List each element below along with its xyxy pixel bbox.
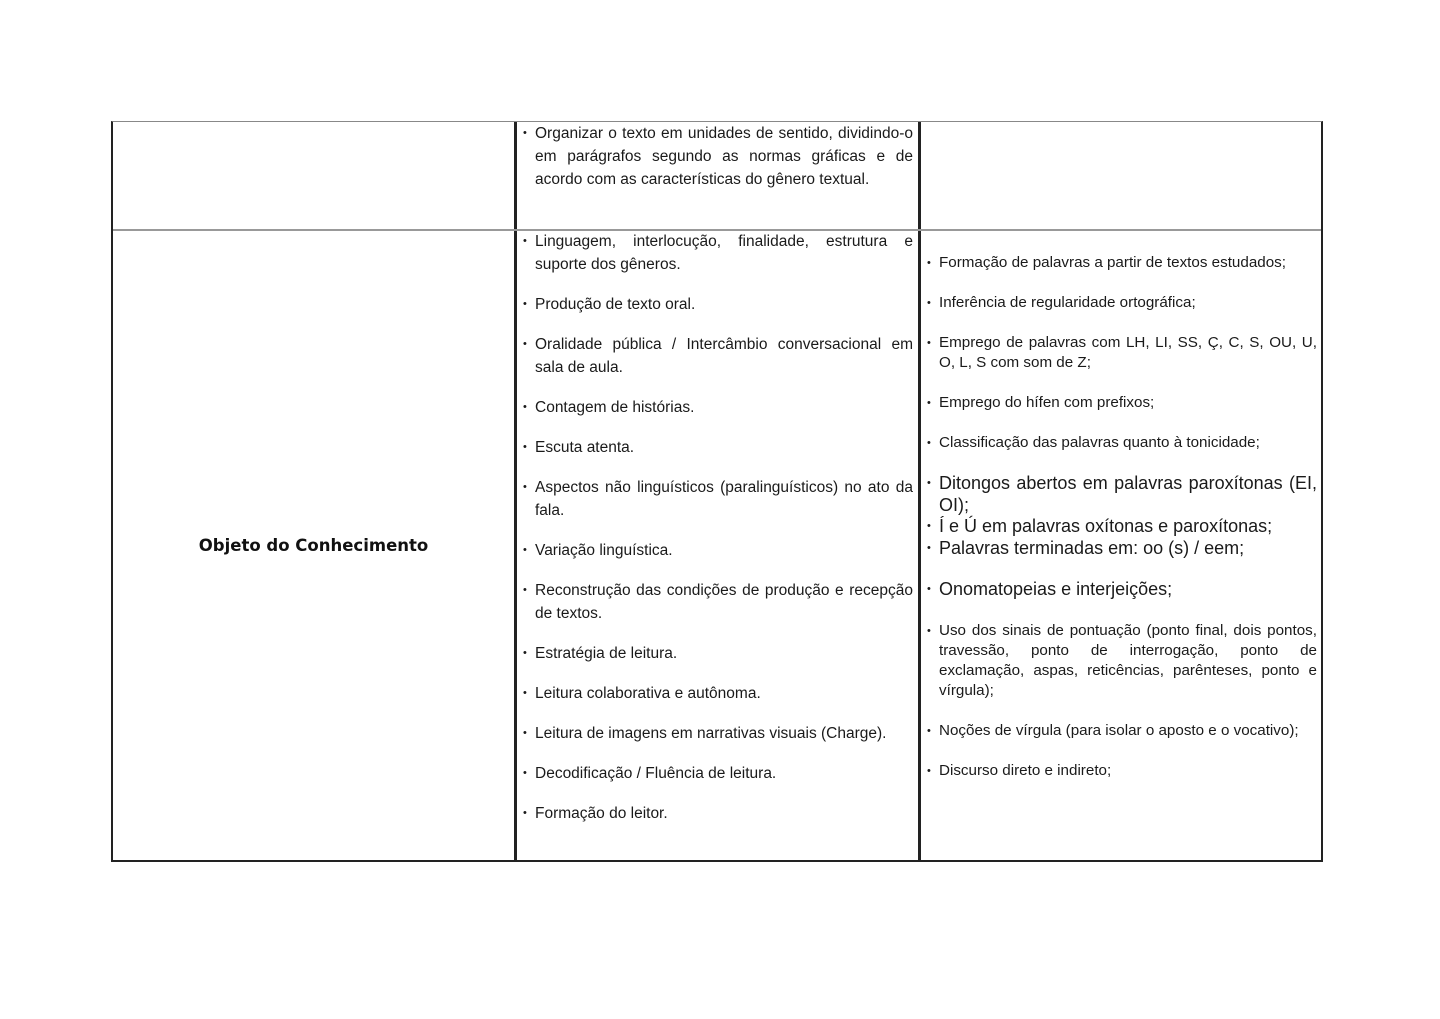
bullet-icon: • (927, 541, 931, 554)
bullet-icon: • (523, 687, 527, 699)
list-item (517, 642, 913, 665)
list-item-text: Estratégia de leitura. (535, 645, 678, 662)
bullet-icon: • (523, 807, 527, 819)
list-item (921, 473, 1317, 516)
bullet-icon: • (523, 401, 527, 413)
list-item (921, 579, 1317, 601)
bullet-icon: • (927, 297, 931, 309)
list-item (517, 579, 913, 625)
bullet-icon: • (523, 544, 527, 556)
list-item (921, 333, 1317, 373)
list-item-text: Emprego do hífen com prefixos; (939, 394, 1155, 411)
list-item-text: Leitura de imagens em narrativas visuais (Charge). (535, 725, 887, 742)
bullet-icon: • (523, 584, 527, 596)
list-item (921, 761, 1317, 781)
list-item (921, 433, 1317, 453)
row2-col3-cell (921, 253, 1317, 853)
list-item-text: Formação do leitor. (535, 805, 668, 822)
list-item (517, 293, 913, 316)
list-item-text: Í e Ú em palavras oxítonas e paroxítonas; (939, 516, 1273, 536)
list-item-text: Oralidade pública / Intercâmbio conversacional em sala de aula. (535, 336, 913, 376)
list-item-text: Linguagem, interlocução, finalidade, estrutura e suporte dos gêneros. (535, 233, 913, 273)
bullet-icon: • (927, 520, 931, 532)
list-item (517, 436, 913, 459)
list-item-text: Reconstrução das condições de produção e recepção de textos. (535, 582, 913, 622)
bullet-icon: • (927, 724, 931, 737)
list-item (517, 762, 913, 785)
bullet-icon: • (927, 477, 931, 489)
list-item-text: Discurso direto e indireto; (939, 761, 1112, 779)
list-item-text: Emprego de palavras com LH, LI, SS, Ç, C, S, OU, U, O, L, S com som de Z; (939, 334, 1317, 371)
list-item-text: Classificação das palavras quanto à tonicidade; (939, 434, 1260, 451)
list-item-text: Formação de palavras a partir de textos estudados; (939, 254, 1286, 271)
bullet-icon: • (927, 337, 931, 349)
bullet-icon: • (927, 583, 931, 595)
bullet-icon: • (927, 397, 931, 409)
list-item-text: Variação linguística. (535, 542, 673, 559)
row2-col2-cell (517, 230, 913, 858)
bullet-icon: • (927, 257, 931, 269)
bullet-icon: • (927, 764, 931, 777)
list-item (517, 122, 913, 191)
bullet-icon: • (523, 441, 527, 453)
row-label: Objeto do Conhecimento (198, 535, 429, 555)
list-item-text: Leitura colaborativa e autônoma. (535, 685, 761, 702)
list-item-text: Uso dos sinais de pontuação (ponto final, dois pontos, travessão, ponto de interrogação, ponto de exclamação, aspas, reticências, parênteses, ponto e vírgula); (939, 621, 1317, 699)
list-item (517, 802, 913, 825)
list-item (517, 230, 913, 276)
bullet-icon: • (523, 647, 527, 659)
list-item (921, 621, 1317, 701)
list-item-text: Escuta atenta. (535, 439, 635, 456)
list-item (921, 721, 1317, 741)
list-item (921, 293, 1317, 313)
list-item (921, 516, 1317, 538)
row2-label-cell (113, 231, 514, 859)
bullet-icon: • (523, 767, 527, 779)
list-item-text: Palavras terminadas em: oo (s) / eem; (939, 537, 1245, 558)
list-item (517, 539, 913, 562)
list-item-text: Inferência de regularidade ortográfica; (939, 294, 1196, 311)
list-item-text: Onomatopeias e interjeições; (939, 579, 1173, 599)
content-table (111, 121, 1323, 862)
bullet-icon: • (523, 481, 527, 493)
bullet-icon: • (523, 338, 527, 350)
bullet-icon: • (523, 298, 527, 310)
list-item-text: Contagem de histórias. (535, 399, 695, 416)
bullet-icon: • (523, 235, 527, 247)
list-item (921, 393, 1317, 413)
bullet-icon: • (927, 624, 931, 637)
list-item-text: Aspectos não linguísticos (paralinguísticos) no ato da fala. (535, 479, 913, 519)
list-item (517, 333, 913, 379)
list-item-text: Noções de vírgula (para isolar o aposto e o vocativo); (939, 721, 1299, 739)
row1-col1-cell (113, 122, 514, 229)
list-item (921, 538, 1317, 560)
row1-col2-cell (517, 122, 913, 229)
list-item (517, 722, 913, 745)
list-item (517, 682, 913, 705)
list-item-text: Organizar o texto em unidades de sentido, dividindo-o em parágrafos segundo as normas gráficas e de acordo com as características do gênero textual. (535, 125, 913, 188)
bullet-icon: • (523, 127, 527, 139)
list-item (921, 253, 1317, 273)
list-item (517, 476, 913, 522)
bullet-icon: • (523, 727, 527, 739)
list-item-text: Produção de texto oral. (535, 296, 696, 313)
row1-col3-cell (921, 122, 1321, 229)
list-item-text: Decodificação / Fluência de leitura. (535, 765, 777, 782)
bullet-icon: • (927, 437, 931, 449)
list-item-text: Ditongos abertos em palavras paroxítonas (EI, OI); (939, 473, 1317, 515)
list-item (517, 396, 913, 419)
